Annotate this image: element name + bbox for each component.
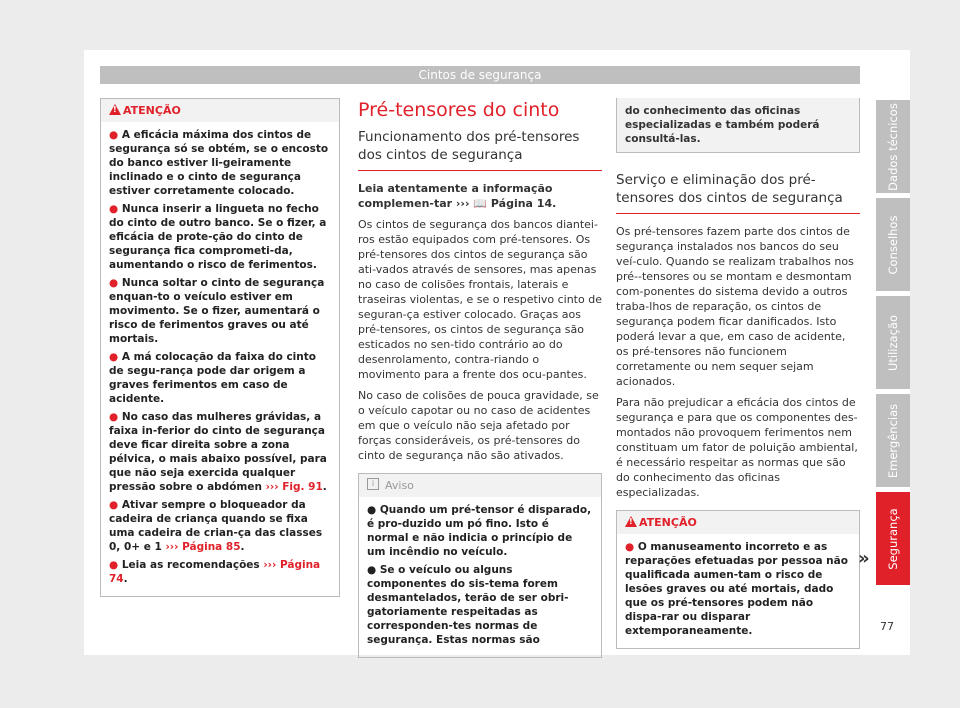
warning-bullet: ● No caso das mulheres grávidas, a faixa in-ferior do cinto de segurança deve ficar direita sobre a zona pélvica, o mais abaixo possível, para que não seja exercida qualquer pressão sobre o abdómen ››› Fig. 91. [109, 411, 327, 493]
divider [616, 213, 860, 214]
warning-header [617, 511, 859, 534]
section-subtitle: Funcionamento dos pré-tensores dos cintos de segurança [358, 129, 580, 163]
warning-box [100, 98, 340, 597]
page-link[interactable]: ››› Página 74 [109, 559, 321, 585]
page-link[interactable]: ››› Página 85 [165, 541, 241, 553]
continue-arrow-icon: » [858, 548, 870, 569]
warning-title: ATENÇÃO [639, 516, 697, 529]
paragraph: Os cintos de segurança dos bancos diantei-ros estão equipados com pré-tensores. Os pré-tensores dos cintos de segurança são ati-vados através de sensores, mas apenas no caso de colisões frontais, laterais e traseiras violentas, e se o respetivo cinto de seguran-ça estiver colocado. Graças aos pré-tensores, os cintos de segurança são esticados no sen-tido contrário ao do desenrolamento, contra-riando o movimento para a frente dos ocu-pantes. [358, 218, 602, 381]
paragraph: Os pré-tensores fazem parte dos cintos de segurança instalados nos bancos do seu veí-culo. Quando se realizam trabalhos nos pré--tensores ou se montam e desmontam com-ponentes do sistema devido a outros traba-lhos de reparação, os cintos de segurança podem ficar danificados. Isto poderá levar a que, em caso de acidente, os pré-tensores não funcionem corretamente ou nem sequer sejam acionados. [616, 225, 854, 388]
note-box [358, 473, 602, 658]
warning-bullet: ● Nunca soltar o cinto de segurança enquan-to o veículo estiver em movimento. Se o fizer, aumentará o risco de ferimentos graves ou até mortais. [109, 277, 325, 345]
tab-dados-tecnicos[interactable]: Dados técnicos [876, 100, 910, 193]
note-bullet: ● Se o veículo ou alguns componentes do sis-tema forem desmantelados, terão de ser obri-gatoriamente respeitadas as corresponden-tes normas de segurança. Estas normas são [367, 564, 569, 646]
section-title: Pré-tensores do cinto [358, 99, 560, 121]
tab-seguranca[interactable]: Segurança [876, 492, 910, 585]
warning-header [101, 99, 339, 122]
warning-icon [625, 516, 637, 527]
warning-bullet: ● Leia as recomendações ››› Página 74. [109, 559, 321, 585]
column-1 [100, 98, 340, 597]
section-subtitle: Serviço e eliminação dos pré-tensores dos cintos de segurança [616, 172, 843, 206]
book-icon: 📖 [473, 197, 488, 210]
note-continuation: do conhecimento das oficinas especializadas e também poderá consultá-las. [616, 98, 860, 153]
note-bullet: ● Quando um pré-tensor é disparado, é pro-duzido um pó fino. Isto é normal e não indicia o princípio de um incêndio no veículo. [367, 504, 592, 558]
column-2 [358, 98, 602, 658]
tab-conselhos[interactable]: Conselhos [876, 198, 910, 291]
paragraph: No caso de colisões de pouca gravidade, se o veículo capotar ou no caso de acidentes em que o veículo não seja afetado por forças consideráveis, os pré-tensores do cinto de segurança não são ativados. [358, 389, 599, 462]
warning-bullet: ● A má colocação da faixa do cinto de segu-rança pode dar origem a graves ferimentos em caso de acidente. [109, 351, 316, 405]
page-number: 77 [880, 620, 894, 633]
warning-title: ATENÇÃO [123, 104, 181, 117]
page-link[interactable]: Página 14 [490, 197, 553, 210]
intro-text: Leia atentamente a informação complemen-tar ››› 📖 Página 14. [358, 182, 557, 210]
tab-utilizacao[interactable]: Utilização [876, 296, 910, 389]
warning-box [616, 510, 860, 649]
warning-bullet: ● A eficácia máxima dos cintos de segurança só se obtém, se o encosto do banco estiver li-geiramente inclinado e o cinto de segurança estiver corretamente colocado. [109, 129, 329, 197]
page-header [100, 66, 860, 84]
warning-bullet: ● Nunca inserir a lingueta no fecho do cinto de outro banco. Se o fizer, a eficácia de prote-ção do cinto de segurança fica comprometi-da, aumentando o risco de ferimentos. [109, 203, 327, 271]
divider [358, 170, 602, 171]
column-3 [616, 98, 860, 649]
warning-bullet: ● O manuseamento incorreto e as reparações efetuadas por pessoa não qualificada aumen-tam o risco de lesões graves ou até mortais, dado que os pré-tensores podem não dispa-rar ou disparar extemporaneamente. [625, 541, 848, 637]
header-title: Cintos de segurança [418, 68, 542, 82]
note-header [359, 474, 601, 497]
chapter-tabs [876, 100, 910, 590]
note-title: Aviso [385, 479, 414, 492]
paragraph: Para não prejudicar a eficácia dos cintos de segurança e para que os componentes des-montados não provoquem ferimentos nem constituam um fator de poluição ambiental, é necessário respeitar as normas que são do conhecimento das oficinas especializadas. [616, 396, 858, 499]
warning-bullet: ● Ativar sempre o bloqueador da cadeira de criança quando se fixa uma cadeira de crian-ça das classes 0, 0+ e 1 ››› Página 85. [109, 499, 323, 553]
warning-icon [109, 104, 121, 115]
figure-link[interactable]: ››› Fig. 91 [265, 481, 323, 493]
tab-emergencias[interactable]: Emergências [876, 394, 910, 487]
info-icon: i [367, 478, 379, 490]
